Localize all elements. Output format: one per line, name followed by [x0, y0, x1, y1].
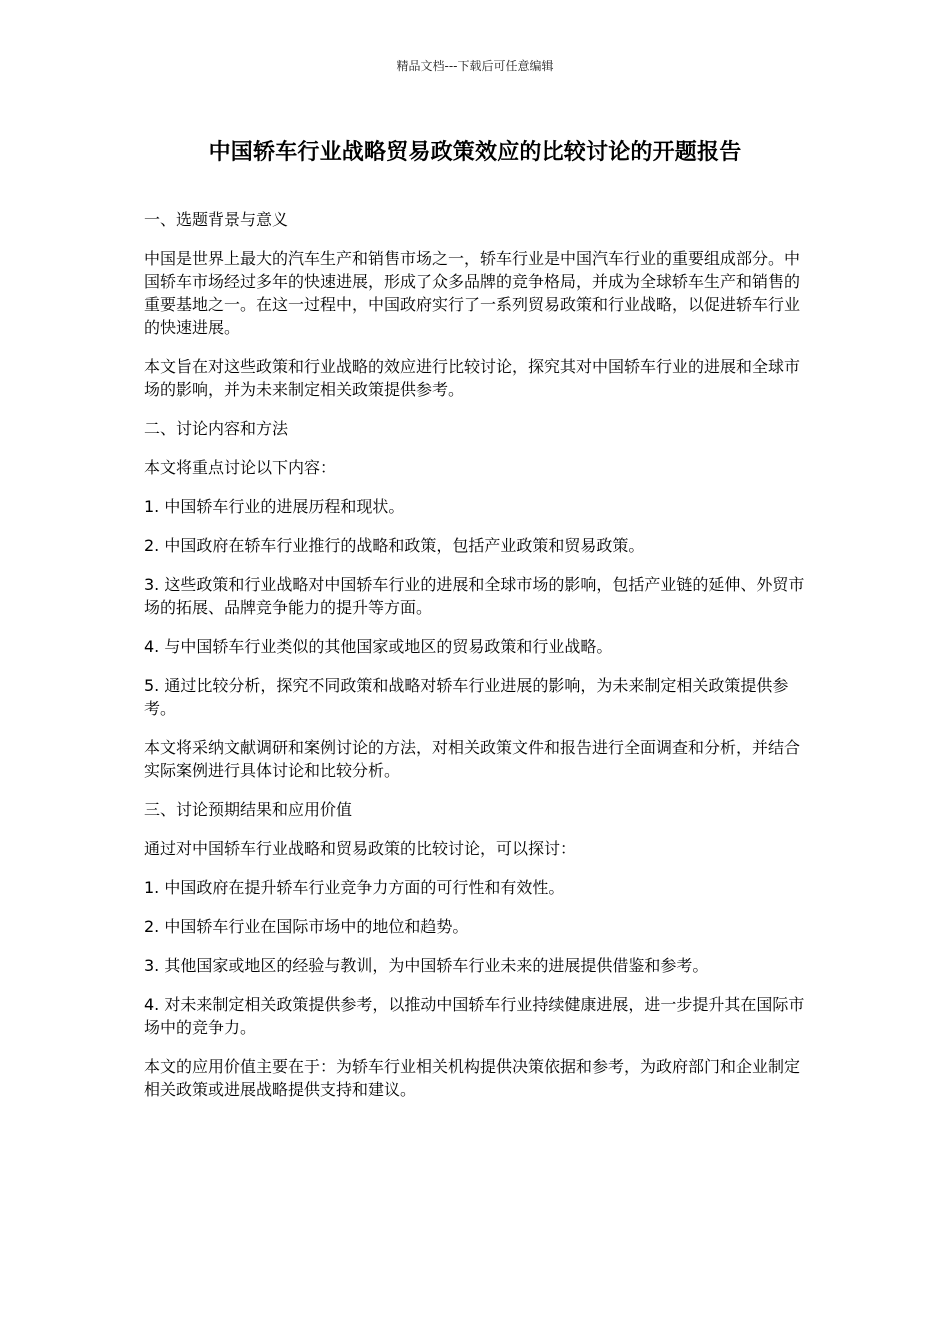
list-item: 4. 与中国轿车行业类似的其他国家或地区的贸易政策和行业战略。 — [144, 637, 613, 656]
page-header: 精品文档---下载后可任意编辑 — [396, 59, 554, 73]
list-item: 3. 这些政策和行业战略对中国轿车行业的进展和全球市场的影响，包括产业链的延伸、外贸市场的拓展、品牌竞争能力的提升等方面。 — [144, 575, 805, 617]
list-item: 5. 通过比较分析，探究不同政策和战略对轿车行业进展的影响，为未来制定相关政策提供参考。 — [144, 676, 789, 718]
paragraph: 本文的应用价值主要在于：为轿车行业相关机构提供决策依据和参考，为政府部门和企业制定相关政策或进展战略提供支持和建议。 — [144, 1057, 801, 1099]
paragraph: 本文将重点讨论以下内容： — [144, 458, 337, 477]
list-item: 2. 中国政府在轿车行业推行的战略和政策，包括产业政策和贸易政策。 — [144, 536, 645, 555]
paragraph: 通过对中国轿车行业战略和贸易政策的比较讨论，可以探讨： — [144, 839, 577, 858]
paragraph: 本文将采纳文献调研和案例讨论的方法，对相关政策文件和报告进行全面调查和分析，并结合实际案例进行具体讨论和比较分析。 — [144, 738, 801, 780]
paragraph: 中国是世界上最大的汽车生产和销售市场之一，轿车行业是中国汽车行业的重要组成部分。中国轿车市场经过多年的快速进展，形成了众多品牌的竞争格局，并成为全球轿车生产和销售的重要基地之一。在这一过程中，中国政府实行了一系列贸易政策和行业战略，以促进轿车行业的快速进展。 — [144, 249, 801, 337]
document-title: 中国轿车行业战略贸易政策效应的比较讨论的开题报告 — [208, 140, 742, 165]
section-heading-content-methods: 二、讨论内容和方法 — [144, 419, 289, 438]
list-item: 4. 对未来制定相关政策提供参考，以推动中国轿车行业持续健康进展，进一步提升其在国际市场中的竞争力。 — [144, 995, 805, 1037]
document-body — [144, 208, 812, 1117]
list-item: 1. 中国轿车行业的进展历程和现状。 — [144, 497, 405, 516]
paragraph: 本文旨在对这些政策和行业战略的效应进行比较讨论，探究其对中国轿车行业的进展和全球市场的影响，并为未来制定相关政策提供参考。 — [144, 357, 801, 399]
list-item: 2. 中国轿车行业在国际市场中的地位和趋势。 — [144, 917, 469, 936]
list-item: 1. 中国政府在提升轿车行业竞争力方面的可行性和有效性。 — [144, 878, 565, 897]
section-heading-background: 一、选题背景与意义 — [144, 210, 289, 229]
list-item: 3. 其他国家或地区的经验与教训，为中国轿车行业未来的进展提供借鉴和参考。 — [144, 956, 709, 975]
section-heading-expected-results: 三、讨论预期结果和应用价值 — [144, 800, 353, 819]
